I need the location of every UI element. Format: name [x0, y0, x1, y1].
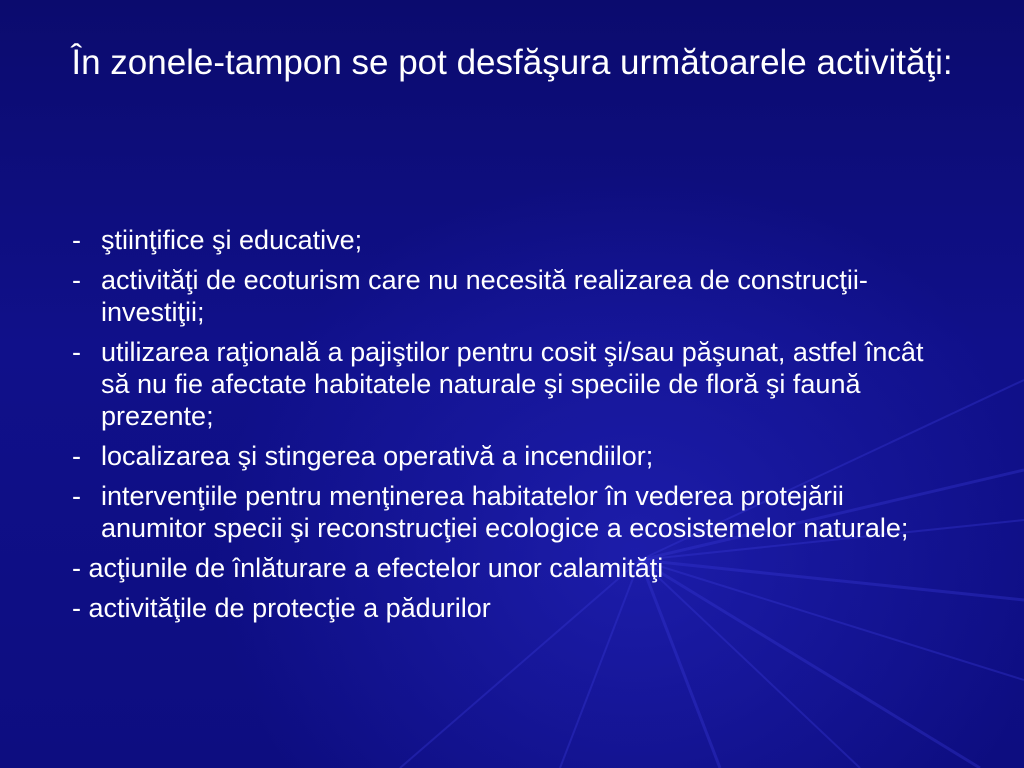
list-item	[72, 440, 952, 472]
slide-title: În zonele-tampon se pot desfăşura următoarele activităţi:	[71, 43, 953, 82]
bullet-list	[72, 224, 952, 632]
bullet-dash: -	[72, 337, 81, 367]
bullet-dash: -	[72, 441, 81, 471]
list-item-text: utilizarea raţională a pajiştilor pentru cosit şi/sau păşunat, astfel încât să nu fie afectate habitatele naturale şi speciile de floră şi faună prezente;	[101, 337, 924, 431]
list-item-text: ştiinţifice şi educative;	[101, 225, 363, 255]
bullet-dash: -	[72, 265, 81, 295]
list-item-text: - acţiunile de înlăturare a efectelor unor calamităţi	[72, 553, 664, 583]
list-item-text: intervenţiile pentru menţinerea habitatelor în vederea protejării anumitor specii şi reconstrucţiei ecologice a ecosistemelor naturale;	[101, 481, 909, 543]
list-item	[72, 480, 952, 544]
list-item-text: localizarea şi stingerea operativă a incendiilor;	[101, 441, 654, 471]
list-item	[72, 336, 952, 432]
list-item	[72, 264, 952, 328]
list-item	[72, 224, 952, 256]
list-item-text: - activităţile de protecţie a pădurilor	[72, 593, 491, 623]
list-item-text: activităţi de ecoturism care nu necesită realizarea de construcţii-investiţii;	[101, 265, 868, 327]
list-item	[72, 552, 952, 584]
bullet-dash: -	[72, 225, 81, 255]
list-item	[72, 592, 952, 624]
bullet-dash: -	[72, 481, 81, 511]
